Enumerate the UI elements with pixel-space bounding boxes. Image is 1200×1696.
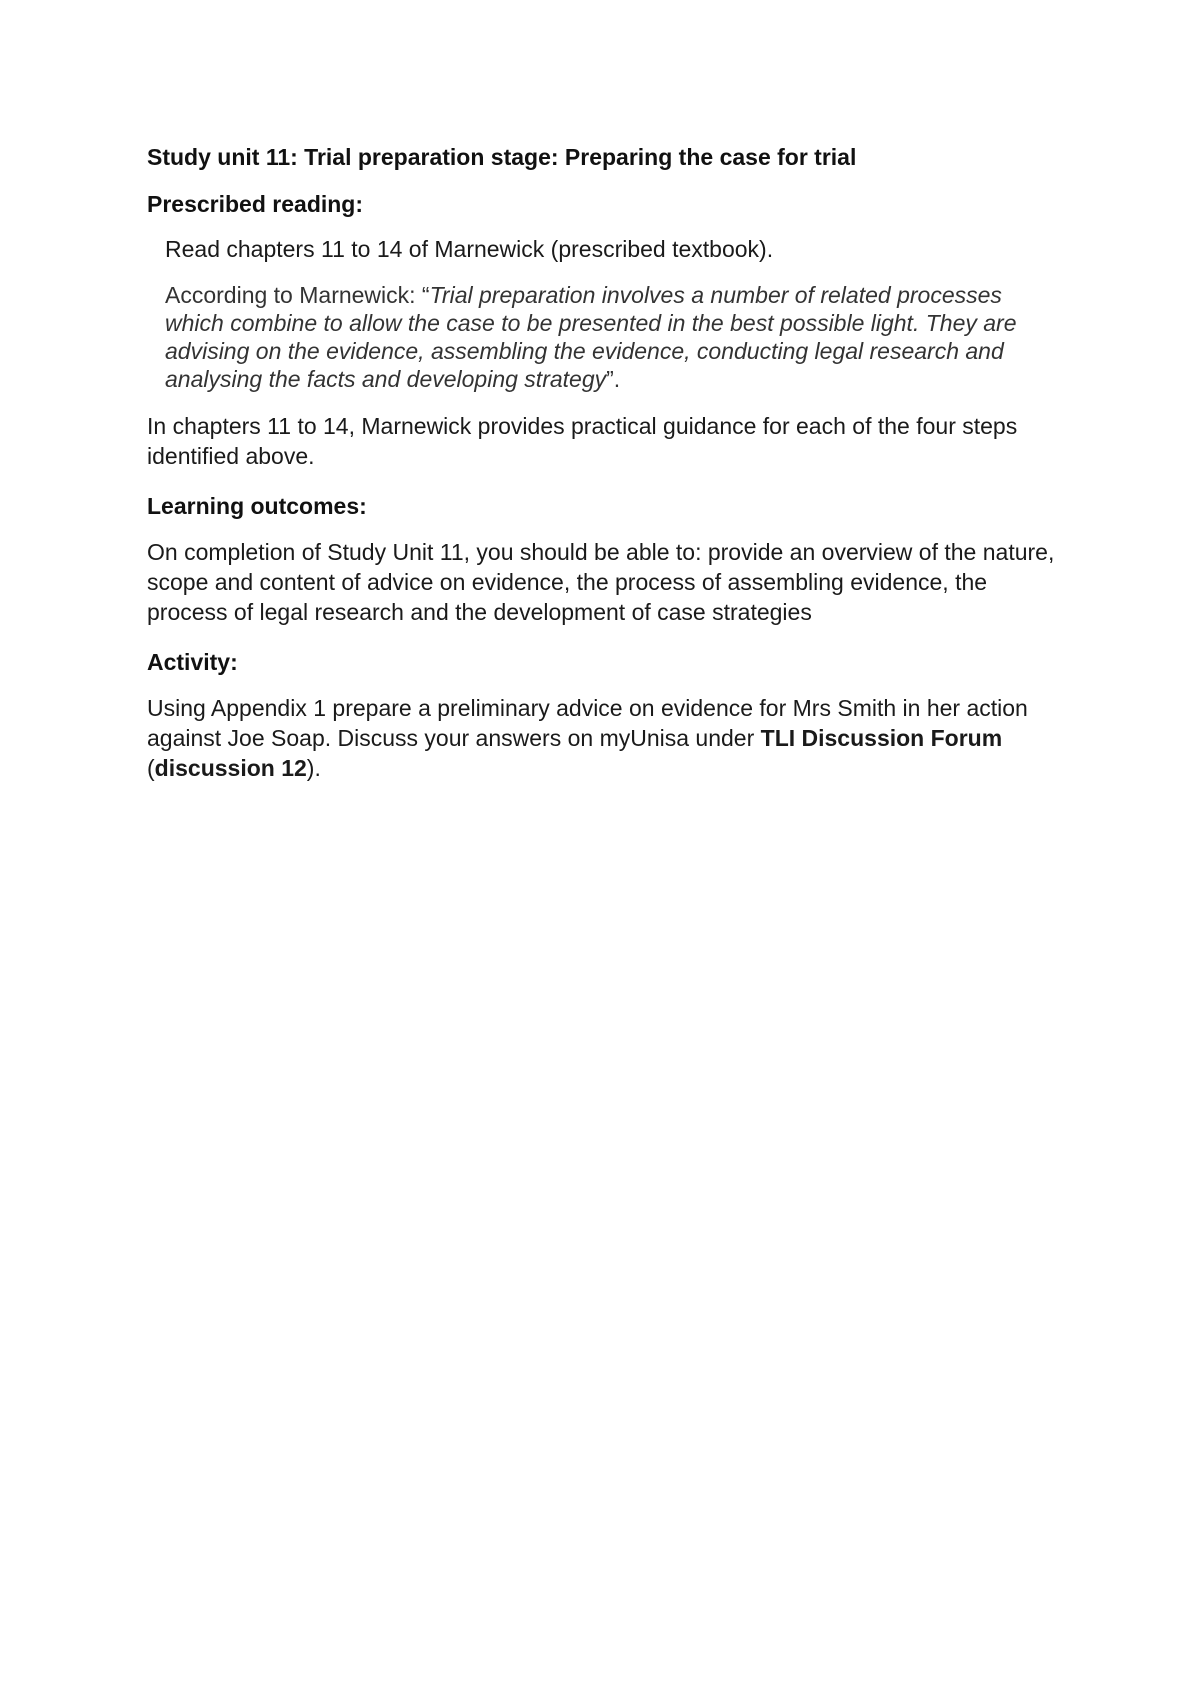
quote-lead: According to Marnewick: “ — [165, 282, 430, 308]
marnewick-quote — [165, 281, 1057, 393]
activity-text-2: ( — [147, 755, 155, 781]
tli-discussion-forum-link: TLI Discussion Forum — [760, 725, 1003, 751]
prescribed-reading-heading: Prescribed reading: — [147, 191, 364, 217]
learning-outcomes-heading: Learning outcomes: — [147, 493, 367, 519]
learning-outcomes-paragraph: On completion of Study Unit 11, you should be able to: provide an overview of the nature, scope and content of advice on evidence, the process of assembling evidence, the process of legal research and the development of case strategies — [147, 539, 1055, 625]
chapters-paragraph: In chapters 11 to 14, Marnewick provides practical guidance for each of the four steps identified above. — [147, 413, 1018, 469]
activity-text-3: ). — [306, 755, 321, 781]
read-instruction: Read chapters 11 to 14 of Marnewick (prescribed textbook). — [165, 236, 774, 262]
page-title: Study unit 11: Trial preparation stage: Preparing the case for trial — [147, 144, 857, 170]
quote-end: ”. — [606, 366, 621, 392]
discussion-number: discussion 12 — [154, 755, 307, 781]
activity-paragraph — [147, 693, 1057, 783]
activity-heading: Activity: — [147, 649, 238, 675]
quote-text: Trial preparation involves a number of related processes which combine to allow the case to be presented in the best possible light. They are advising on the evidence, assembling the evidence, conducting legal research and analysing the facts and developing strategy — [165, 282, 1017, 392]
activity-text-1: Using Appendix 1 prepare a preliminary advice on evidence for Mrs Smith in her action against Joe Soap. Discuss your answers on myUnisa under — [147, 695, 1028, 751]
document-page — [147, 142, 1057, 803]
